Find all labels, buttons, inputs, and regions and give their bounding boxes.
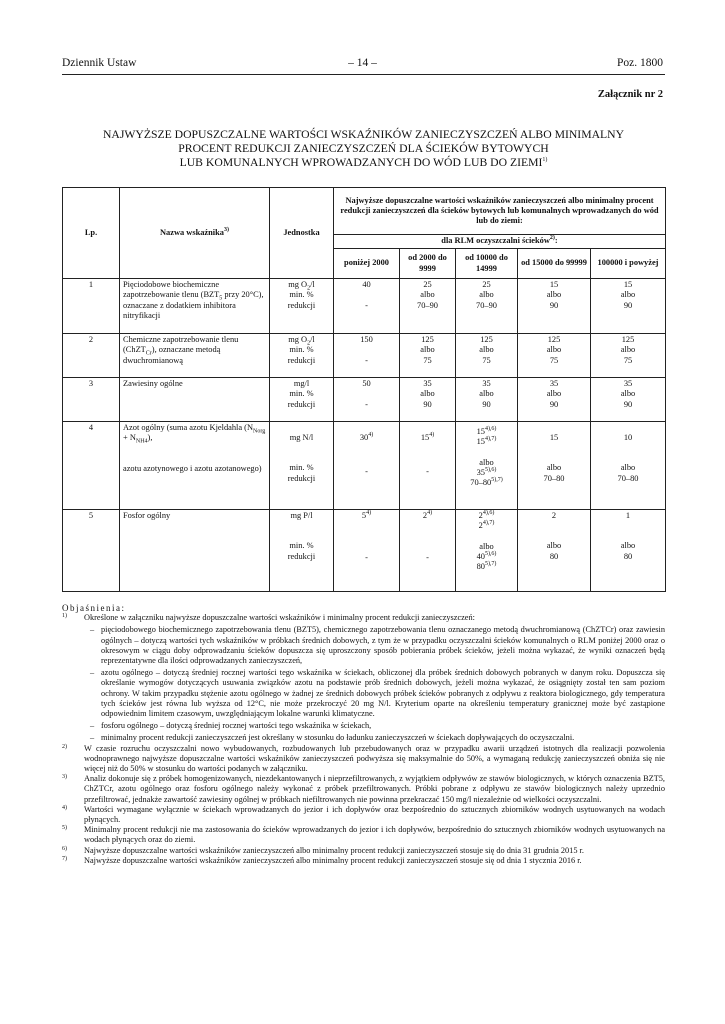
value-cell: 125 albo 75 [518,334,591,378]
rlm-header: dla RLM oczyszczalni ścieków$^{2)}$: [334,235,666,249]
row-lp: 2 [63,334,120,378]
document-title [62,128,665,170]
row-unit: mg $O_2/l$ min. % redukcji [270,334,334,378]
value-cell: 35 albo 90 [456,378,518,422]
value-cell: 10 albo 70–80 [591,422,666,510]
value-cell: 25 albo 70–90 [456,279,518,334]
row-lp: 4 [63,422,120,510]
value-cell: 25 albo 70–90 [400,279,456,334]
value-cell: 15 albo 70–80 [518,422,591,510]
row-unit: mg/l min. % redukcji [270,378,334,422]
table-row [63,334,666,378]
value-cell: 15$^{4)}$ - [400,422,456,510]
row-name: Pięciodobowe biochemiczne zapotrzebowanie tlenu ($BZT_5$ przy 20°C), oznaczane z dodatkiem inhibitora nitryfikacji [120,279,270,334]
row-lp: 5 [63,510,120,592]
col-rlm-5: 100000 i powyżej [591,249,666,279]
value-cell: 50 - [334,378,400,422]
value-cell: 5$^{4)}$ - [334,510,400,592]
table-row [63,279,666,334]
col-name: Nazwa wskaźnika$^{3)}$ [120,188,270,279]
value-cell: 40 - [334,279,400,334]
journal-name: Dziennik Ustaw [62,57,137,69]
note-1: 1) Określone w załączniku najwyższe dopuszczalne wartości wskaźników i minimalny procent redukcji zanieczyszczeń: [62,613,475,623]
row-name: Zawiesiny ogólne [120,378,270,422]
value-cell: 150 - [334,334,400,378]
col-unit: Jednostka [270,188,334,279]
col-rlm-4: od 15000 do 99999 [518,249,591,279]
note-6: 6) Najwyższe dopuszczalne wartości wskaźników zanieczyszczeń albo minimalny procent redukcji zanieczyszczeń stosuje się do dnia 31 grudnia 2015 r. [62,845,584,855]
note-7: 7) Najwyższe dopuszczalne wartości wskaźników zanieczyszczeń albo minimalny procent redukcji zanieczyszczeń stosuje się od dnia 1 stycznia 2016 r. [62,855,582,865]
row-unit: mg N/l min. % redukcji [270,422,334,510]
col-rlm-1: poniżej 2000 [334,249,400,279]
row-name: Fosfor ogólny [120,510,270,592]
row-unit: mg P/l min. % redukcji [270,510,334,592]
title-line-1: NAJWYŻSZE DOPUSZCZALNE WARTOŚCI WSKAŹNIKÓW ZANIECZYSZCZEŃ ALBO MINIMALNY [102,128,625,141]
table-row [63,378,666,422]
row-lp: 1 [63,279,120,334]
title-line-2: PROCENT REDUKCJI ZANIECZYSZCZEŃ DLA ŚCIEKÓW BYTOWYCH [178,142,549,155]
value-cell: 35 albo 90 [591,378,666,422]
table-row [63,422,666,510]
page-number: – 14 – [348,57,377,69]
note-4: 4) Wartości wymagane wyłącznie w ściekach wprowadzanych do jezior i ich dopływów oraz bezpośrednio do sztucznych zbiorników wodnych usytuowanych na wodach płynących. [62,804,665,825]
header-divider [62,74,665,75]
header-row [63,188,666,235]
col-group-title: Najwyższe dopuszczalne wartości wskaźników zanieczyszczeń albo minimalny procent redukcji zanieczyszczeń dla ścieków bytowych lub komunalnych wprowadzanych do wód lub do ziemi: [334,188,666,235]
value-cell: 125 albo 75 [591,334,666,378]
value-cell: $15^{4),6)}$ $15^{4),7)}$ albo $35^{5),6)}$ $70-80^{5),7)}$ [456,422,518,510]
table-row [63,510,666,592]
explanatory-notes [62,603,665,866]
value-cell: 35 albo 90 [518,378,591,422]
title-line-3: LUB KOMUNALNYCH WPROWADZANYCH DO WÓD LUB DO ZIEMI$^{1)}$ [179,156,548,169]
row-lp: 3 [63,378,120,422]
value-cell: 125 albo 75 [456,334,518,378]
value-cell: 35 albo 90 [400,378,456,422]
value-cell: $2^{4),6)}$ $2^{4),7)}$ albo $40^{5),6)}$ $80^{5),7)}$ [456,510,518,592]
note-5: 5) Minimalny procent redukcji nie ma zastosowania do ścieków wprowadzanych do jezior i ich dopływów, bezpośrednio do sztucznych zbiorników wodnych usytuowanych na wodach płynących oraz do ziemi. [62,825,665,845]
annex-label: Załącznik nr 2 [597,89,663,100]
limits-table [62,187,666,592]
row-name: Chemiczne zapotrzebowanie tlenu (ChZT$_{Cr}$), oznaczane metodą dwuchromianową [120,334,270,378]
value-cell: 2$^{4)}$ - [400,510,456,592]
row-unit: mg $O_2/l$ min. % redukcji [270,279,334,334]
value-cell: 1 albo 80 [591,510,666,592]
value-cell: 30$^{4)}$ - [334,422,400,510]
value-cell: 15 albo 90 [518,279,591,334]
note-1-bullet-3: – fosforu ogólnego – dotyczą średniej rocznej wartości tego wskaźnika w ściekach, [90,721,372,731]
note-3: 3) Analiz dokonuje się z próbek homogenizowanych, niezdekantowanych i nieprzefiltrowanych, z wyjątkiem odpływów ze stawów biologicznych, w których oznaczenia BZT5, ChZTCr, azotu ogólnego oraz fosforu ogólnego należy wykonać z próbek przefiltrowanych. Próbki pobrane z odpływu ze stawów biologicznych należy uprzednio przefiltrować, jednakże zawartość zawiesiny ogólnej w próbkach niefiltrowanych nie powinna przekraczać 150 mg/l niezależnie od wielkości oczyszczalni. [62,774,665,804]
note-1-bullet-4: – minimalny procent redukcji zanieczyszczeń jest określany w stosunku do ładunku zanieczyszczeń w ściekach dopływających do oczyszczalni. [90,733,575,743]
note-2: 2) W czasie rozruchu oczyszczalni nowo wybudowanych, rozbudowanych lub przebudowanych oraz w przypadku awarii urządzeń istotnych dla realizacji pozwolenia wodnoprawnego najwyższe dopuszczalne wartości wskaźników zanieczyszczeń podwyższa się maksymalnie do 50%, a wymaganą redukcję zanieczyszczeń obniża się nie więcej niż do 50% w stosunku do wartości podanych w załączniku. [62,743,665,774]
col-rlm-3: od 10000 do 14999 [456,249,518,279]
col-rlm-2: od 2000 do 9999 [400,249,456,279]
note-1-bullet-1: – pięciodobowego biochemicznego zapotrzebowania tlenu (BZT5), chemicznego zapotrzebowania tlenu oznaczanego metodą dwuchromianową (ChZTCr) oraz zawiesin ogólnych – dotyczą wartości tych wskaźników w próbkach średnich dobowych, z tym że w przypadku oczyszczalni ścieków komunalnych o RLM poniżej 2000 oraz o okresowym w ciągu doby odprowadzaniu ścieków dopuszcza się uproszczony sposób pobierania próbek ścieków, jeżeli można wykazać, że wyniki oznaczeń będą reprezentatywne dla ilości odprowadzanych zanieczyszczeń, [90,625,665,666]
value-cell: 125 albo 75 [400,334,456,378]
row-name: Azot ogólny (suma azotu Kjeldahla $(N_{Norg} + N_{NH4})$, azotu azotynowego i azotu azotanowego) [120,422,270,510]
notes-title: Objaśnienia: [62,603,126,613]
col-lp: Lp. [63,188,120,279]
note-1-bullet-2: – azotu ogólnego – dotyczą średniej rocznej wartości tego wskaźnika w ściekach, obliczonej dla próbek średnich dobowych pobranych w danym roku. Dopuszcza się określanie wymogów dotyczących usuwania związków azotu na podstawie prób średnich dobowych, jeżeli można wykazać, że osiągnięty został ten sam poziom ochrony. W takim przypadku stężenie azotu ogólnego w żadnej ze średnich dobowych próbek ścieków pobranych z odpływu z reaktora biologicznego, gdy temperatura tych ścieków jest równa lub wyższa od 12°C, nie może przekroczyć 20 mg N/l. Kryterium oparte na określeniu temperatury granicznej może być zastąpione odpowiednim limitem czasowym, uwzględniającym lokalne warunki klimatyczne. [90,668,665,719]
value-cell: 15 albo 90 [591,279,666,334]
position-number: Poz. 1800 [617,57,663,69]
value-cell: 2 albo 80 [518,510,591,592]
